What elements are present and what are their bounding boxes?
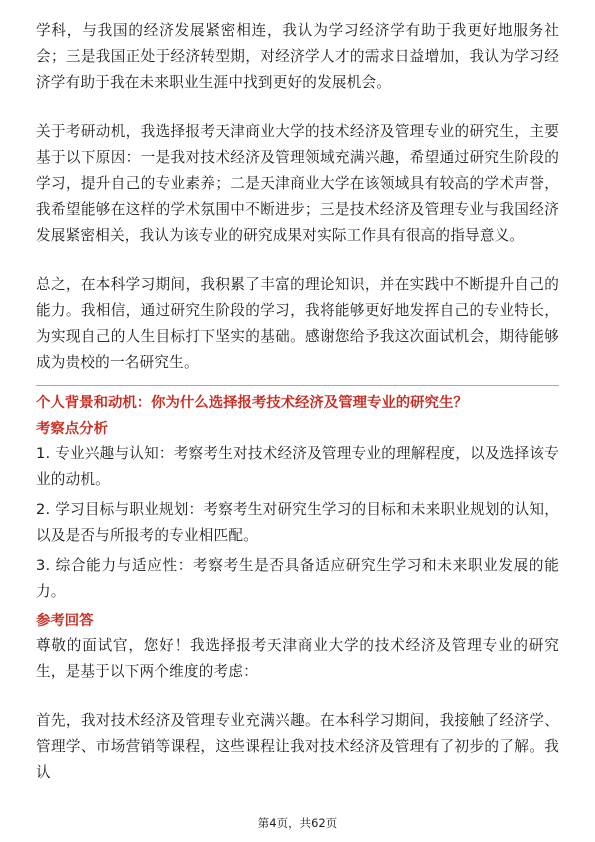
- document-page: [36, 18, 559, 786]
- section-divider: [36, 385, 559, 386]
- answer-paragraph-1: 尊敬的面试官，您好！我选择报考天津商业大学的技术经济及管理专业的研究生，是基于以下两个维度的考虑：: [36, 637, 559, 680]
- question-title: 个人背景和动机：你为什么选择报考技术经济及管理专业的研究生？: [36, 395, 468, 411]
- answer-paragraph-2: 首先，我对技术经济及管理专业充满兴趣。在本科学习期间，我接触了经济学、管理学、市场营销等课程，这些课程让我对技术经济及管理有了初步的了解。我认: [36, 712, 559, 781]
- analysis-item-3: 3. 综合能力与适应性：考察考生是否具备适应研究生学习和未来职业发展的能力。: [36, 557, 559, 600]
- body-paragraph-2: 关于考研动机，我选择报考天津商业大学的技术经济及管理专业的研究生，主要基于以下原因：一是我对技术经济及管理领域充满兴趣，希望通过研究生阶段的学习，提升自己的专业素养；二是天津商业大学在该领域具有较高的学术声誉，我希望能够在这样的学术氛围中不断进步；三是技术经济及管理专业与我国经济发展紧密相关，我认为该专业的研究成果对实际工作具有很高的指导意义。: [36, 123, 559, 244]
- analysis-heading: 考察点分析: [36, 421, 108, 437]
- analysis-item-2: 2. 学习目标与职业规划：考察考生对研究生学习的目标和未来职业规划的认知，以及是否与所报考的专业相匹配。: [36, 501, 559, 544]
- page-number: 第4页，共62页: [257, 816, 338, 830]
- body-paragraph-3: 总之，在本科学习期间，我积累了丰富的理论知识，并在实践中不断提升自己的能力。我相信，通过研究生阶段的学习，我将能够更好地发挥自己的专业特长，为实现自己的人生目标打下坚实的基础。感谢您给予我这次面试机会，期待能够成为贵校的一名研究生。: [36, 276, 559, 371]
- answer-heading: 参考回答: [36, 613, 94, 629]
- analysis-item-1: 1. 专业兴趣与认知：考察考生对技术经济及管理专业的理解程度，以及选择该专业的动机。: [36, 445, 559, 488]
- body-paragraph-1: 学科，与我国的经济发展紧密相连，我认为学习经济学有助于我更好地服务社会；三是我国正处于经济转型期，对经济学人才的需求日益增加，我认为学习经济学有助于我在未来职业生涯中找到更好的发展机会。: [36, 22, 559, 91]
